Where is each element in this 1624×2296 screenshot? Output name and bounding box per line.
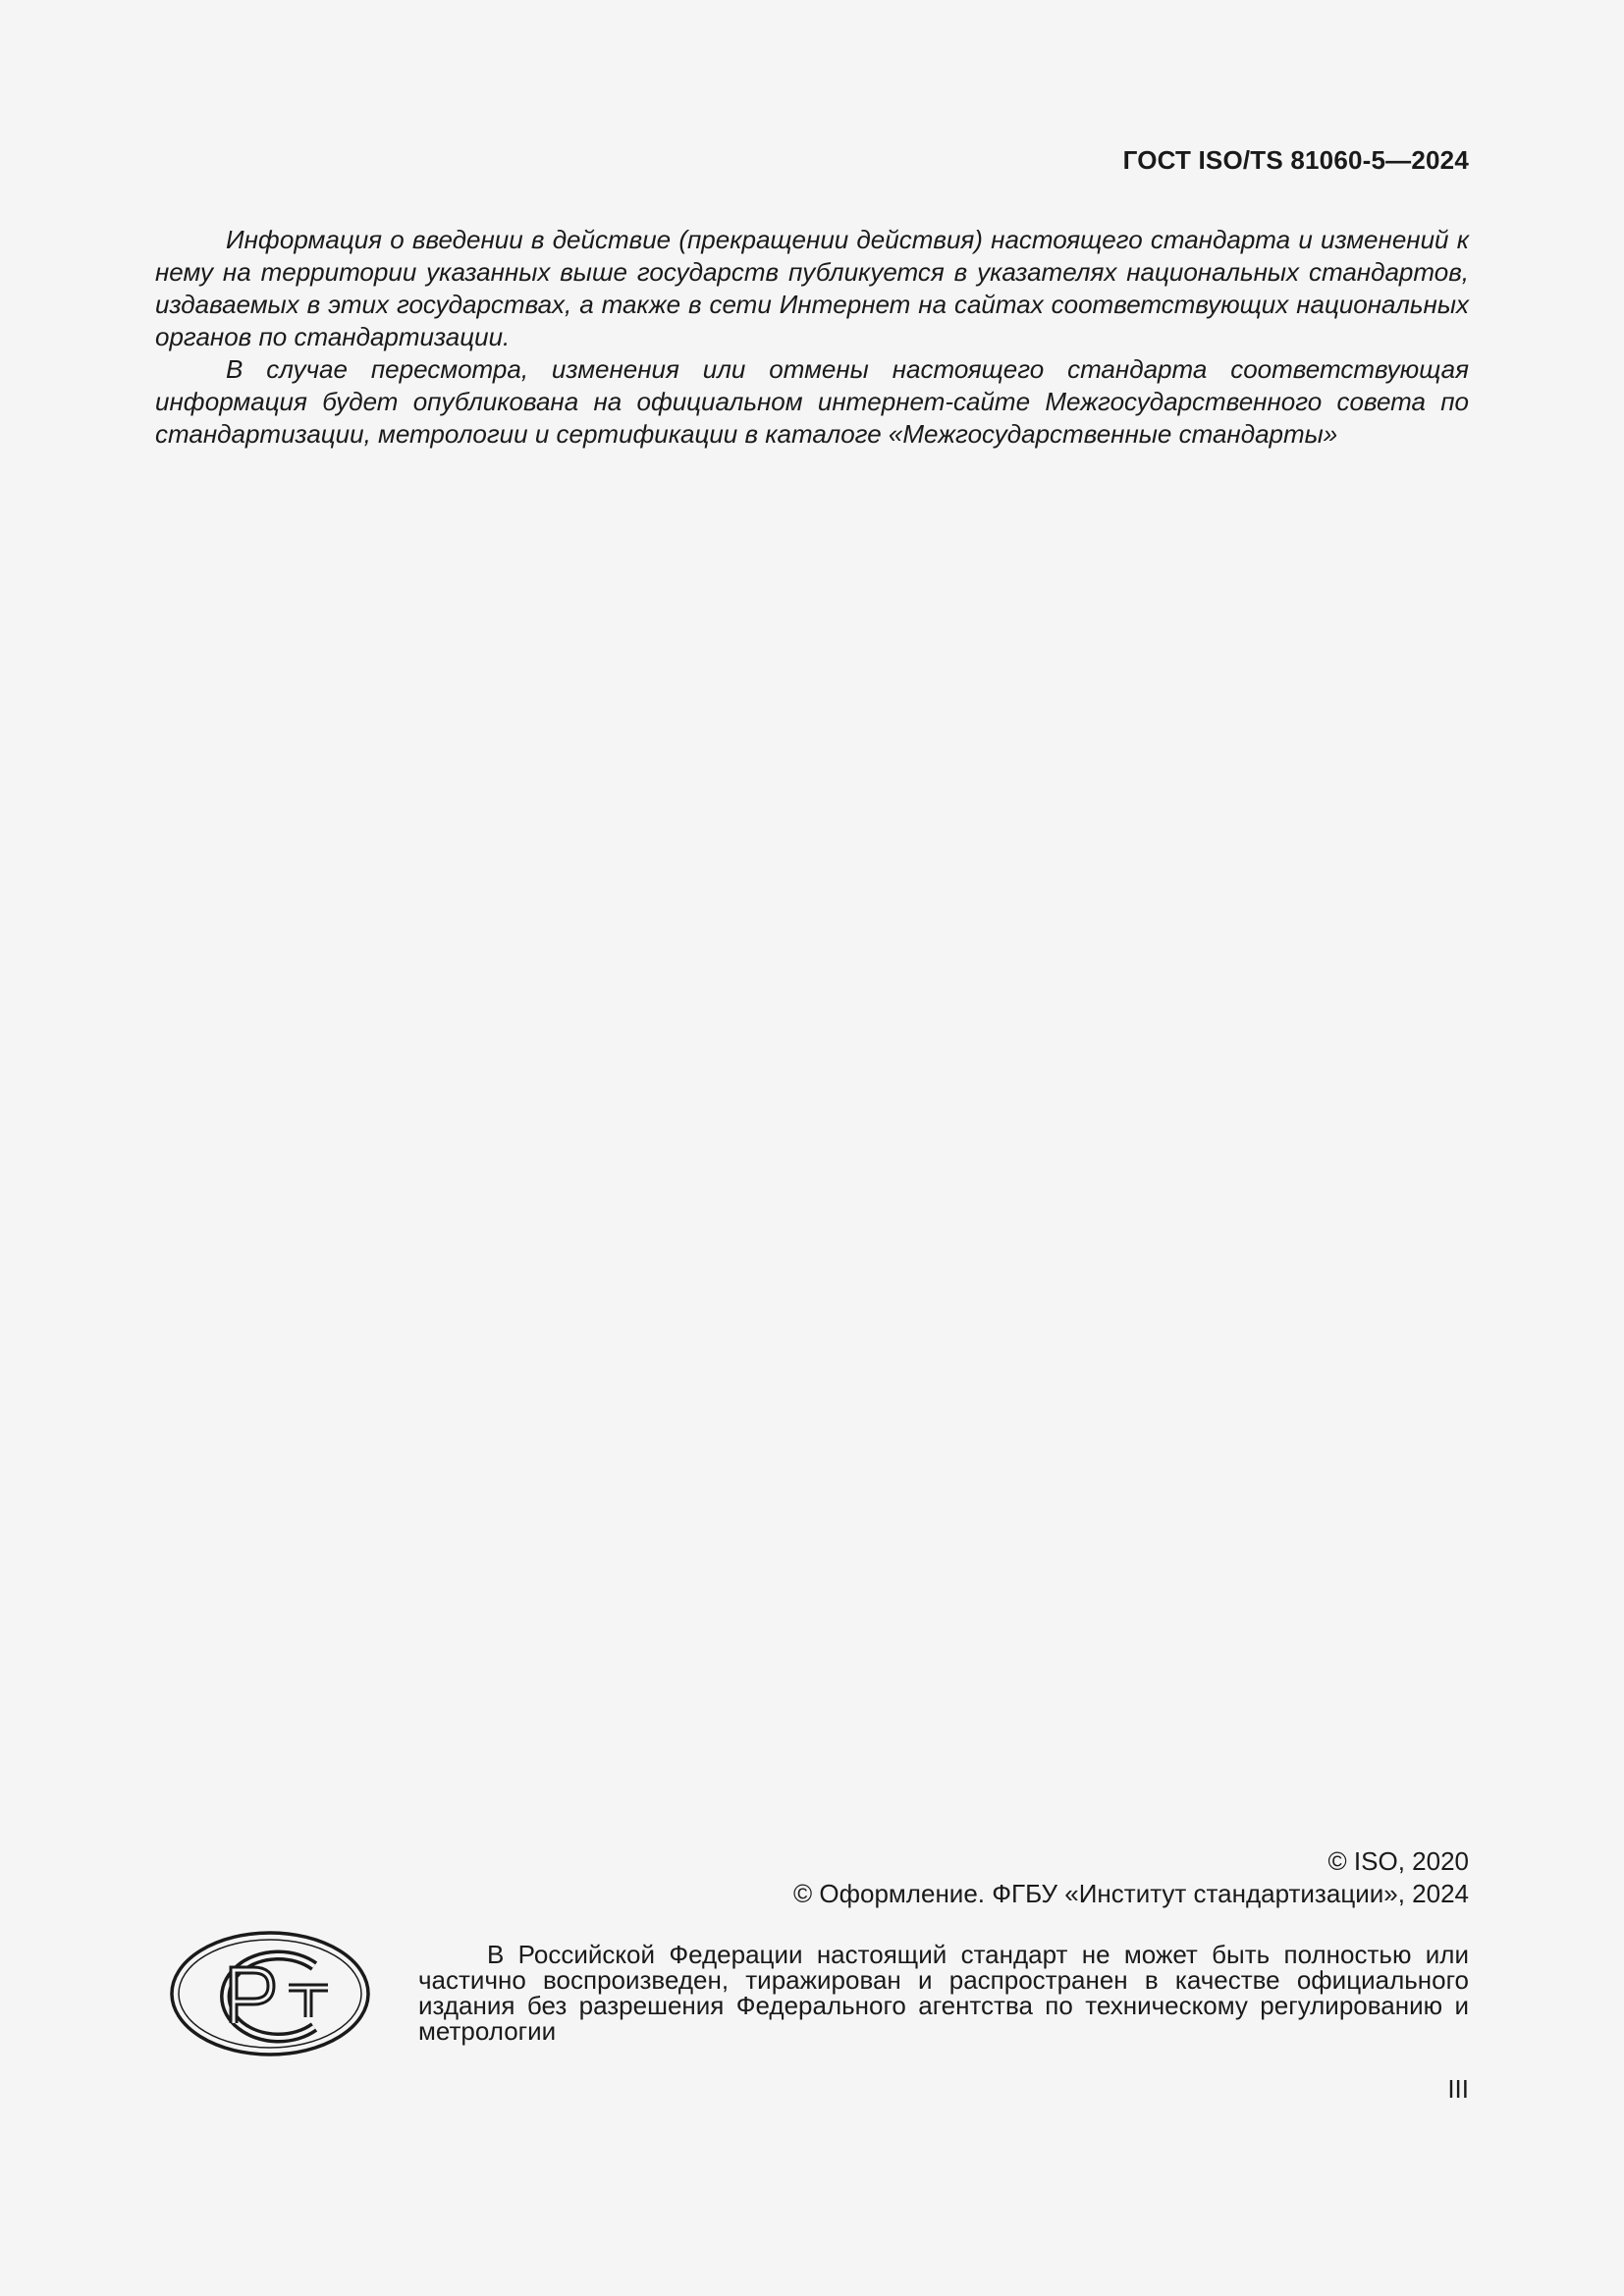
copyright-block (793, 1845, 1469, 1910)
info-block (155, 224, 1469, 451)
info-paragraph: В случае пересмотра, изменения или отмены настоящего стандарта соответствующая информация будет опубликована на официальном интернет-сайте Межгосударственного совета по стандартизации, метрологии и сертификации в каталоге «Межгосударственные стандарты» (155, 354, 1469, 449)
copyright-iso: © ISO, 2020 (1327, 1846, 1469, 1876)
page-number: III (1447, 2074, 1469, 2104)
info-paragraph: Информация о введении в действие (прекращении действия) настоящего стандарта и изменений к нему на территории указанных выше государств публикуется в указателях национальных стандартов, издаваемых в этих государствах, а также в сети Интернет на сайтах соответствующих национальных органов по стандартизации. (155, 225, 1469, 351)
legal-notice: В Российской Федерации настоящий стандарт не может быть полностью или частично воспроизведен, тиражирован и распространен в качестве официального издания без разрешения Федерального агентства по техническому регулированию и метрологии (418, 1940, 1469, 2046)
document-header (1123, 145, 1469, 176)
standard-id: ГОСТ ISO/TS 81060-5—2024 (1122, 145, 1469, 175)
rst-certification-mark-icon (169, 1929, 371, 2058)
copyright-design: © Оформление. ФГБУ «Институт стандартизации», 2024 (793, 1879, 1469, 1908)
